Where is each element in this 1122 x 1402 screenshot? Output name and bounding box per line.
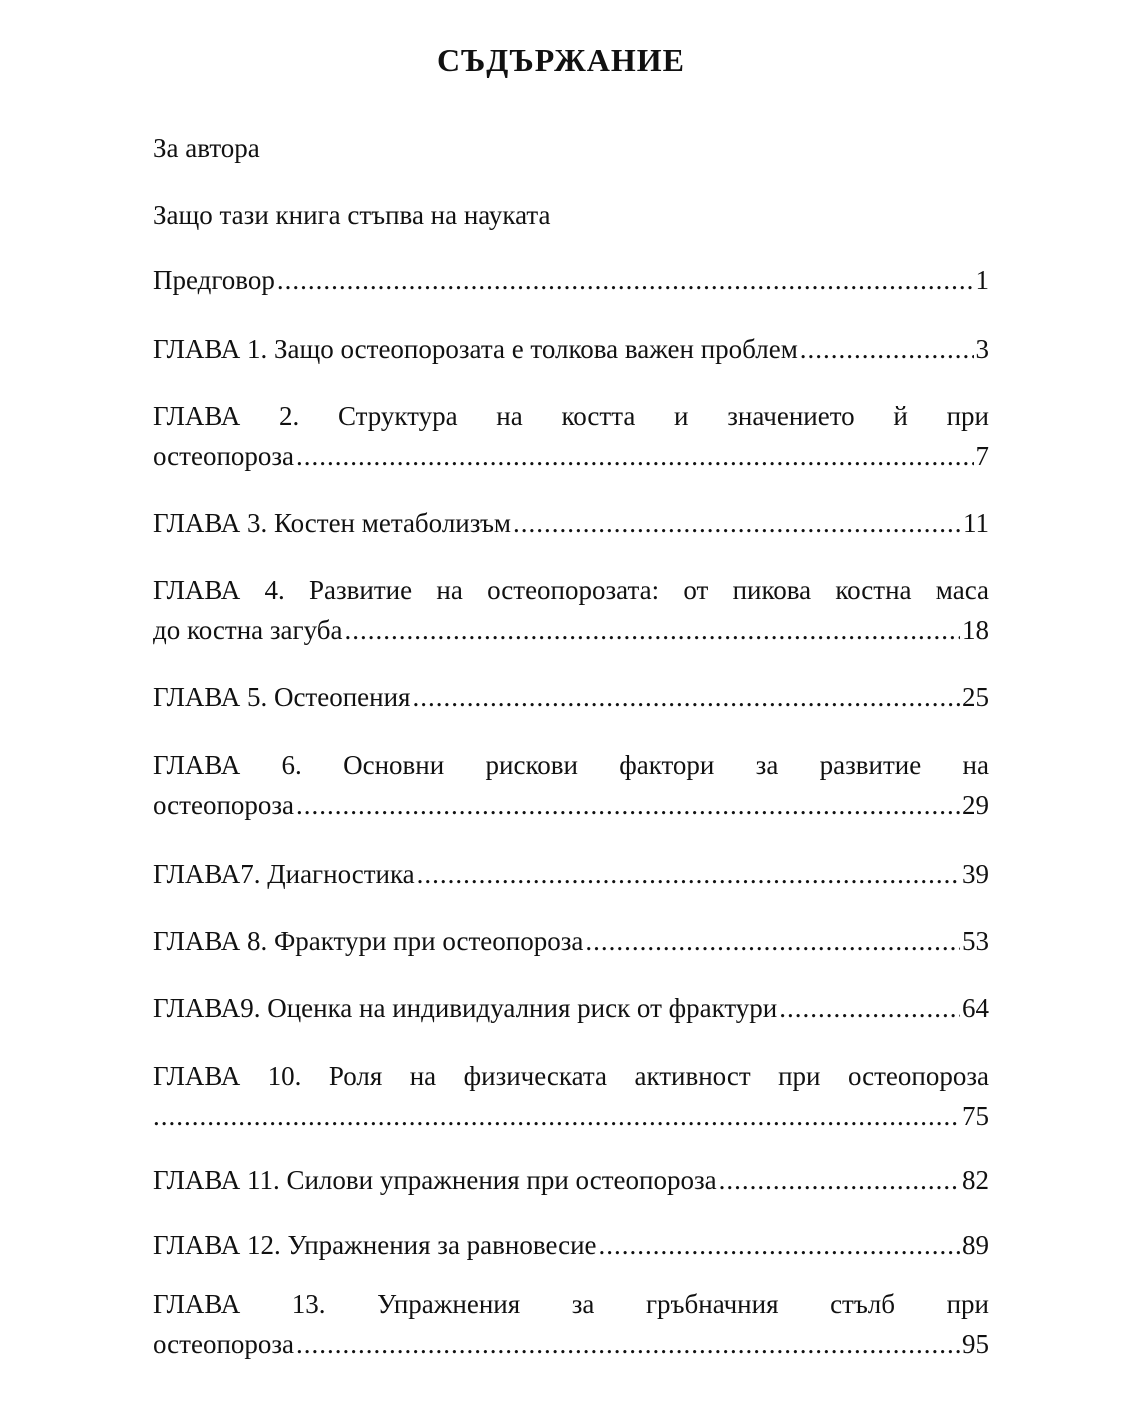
page-number: 7 [975, 441, 989, 471]
toc-entry-chapter-2[interactable] [153, 396, 989, 476]
page-number: 25 [962, 682, 989, 712]
entry-title: ГЛАВА 11. Силови упражнения при остеопороза [153, 1165, 717, 1195]
dot-leader [296, 1324, 960, 1364]
entry-title-line1: ГЛАВА 2. Структура на костта и значението й при [153, 401, 989, 431]
dot-leader [800, 329, 974, 369]
dot-leader [513, 503, 961, 543]
toc-entry-chapter-12[interactable] [153, 1225, 989, 1265]
entry-title: ГЛАВА 12. Упражнения за равновесие [153, 1230, 597, 1260]
page-number: 18 [962, 615, 989, 645]
toc-title: СЪДЪРЖАНИЕ [437, 42, 685, 78]
dot-leader [344, 610, 960, 650]
toc-entry-chapter-11[interactable] [153, 1160, 989, 1200]
toc-entry-about-author[interactable] [153, 128, 989, 168]
entry-title-line1: ГЛАВА 10. Роля на физическата активност при остеопороза [153, 1061, 989, 1091]
dot-leader [296, 785, 960, 825]
toc-entry-chapter-13[interactable] [153, 1284, 989, 1364]
toc-entry-chapter-9[interactable] [153, 988, 989, 1028]
dot-leader [585, 921, 960, 961]
dot-leader [599, 1225, 960, 1265]
dot-leader [779, 988, 960, 1028]
toc-entry-chapter-1[interactable] [153, 329, 989, 369]
entry-title: Защо тази книга стъпва на науката [153, 200, 551, 230]
toc-entry-chapter-6[interactable] [153, 745, 989, 825]
page-number: 39 [962, 859, 989, 889]
toc-entry-chapter-4[interactable] [153, 570, 989, 650]
page-number: 53 [962, 926, 989, 956]
entry-title: Предговор [153, 265, 275, 295]
page-number: 1 [975, 265, 989, 295]
dot-leader [719, 1160, 960, 1200]
toc-entry-chapter-7[interactable] [153, 854, 989, 894]
page-number: 75 [962, 1101, 989, 1131]
page-number: 3 [975, 334, 989, 364]
dot-leader [296, 436, 973, 476]
toc-entry-preface[interactable] [153, 260, 989, 300]
dot-leader [417, 854, 960, 894]
entry-title-line1: ГЛАВА 4. Развитие на остеопорозата: от пикова костна маса [153, 575, 989, 605]
toc-entry-chapter-8[interactable] [153, 921, 989, 961]
entry-title-line2: остеопороза [153, 1329, 295, 1359]
dot-leader [153, 1096, 960, 1136]
dot-leader [412, 677, 960, 717]
entry-title-line2: остеопороза [153, 441, 295, 471]
entry-title: ГЛАВА 3. Костен метаболизъм [153, 508, 511, 538]
page-number: 89 [962, 1230, 989, 1260]
entry-title: ГЛАВА 8. Фрактури при остеопороза [153, 926, 584, 956]
entry-title-line1: ГЛАВА 13. Упражнения за гръбначния стълб при [153, 1289, 989, 1319]
entry-title-line1: ГЛАВА 6. Основни рискови фактори за развитие на [153, 750, 989, 780]
toc-entry-chapter-3[interactable] [153, 503, 989, 543]
page-number: 82 [962, 1165, 989, 1195]
page-number: 29 [962, 790, 989, 820]
entry-title: За автора [153, 133, 260, 163]
page-number: 64 [962, 993, 989, 1023]
entry-title: ГЛАВА 5. Остеопения [153, 682, 411, 712]
toc-entry-why-science[interactable] [153, 195, 989, 235]
toc-entry-chapter-10[interactable] [153, 1056, 989, 1136]
toc-entry-chapter-5[interactable] [153, 677, 989, 717]
dot-leader [277, 260, 974, 300]
entry-title: ГЛАВА7. Диагностика [153, 859, 415, 889]
entry-title-line2: остеопороза [153, 790, 295, 820]
entry-title-line2: до костна загуба [153, 615, 343, 645]
page-number: 11 [963, 508, 989, 538]
page-number: 95 [962, 1329, 989, 1359]
entry-title: ГЛАВА 1. Защо остеопорозата е толкова важен проблем [153, 334, 798, 364]
entry-title: ГЛАВА9. Оценка на индивидуалния риск от фрактури [153, 993, 778, 1023]
